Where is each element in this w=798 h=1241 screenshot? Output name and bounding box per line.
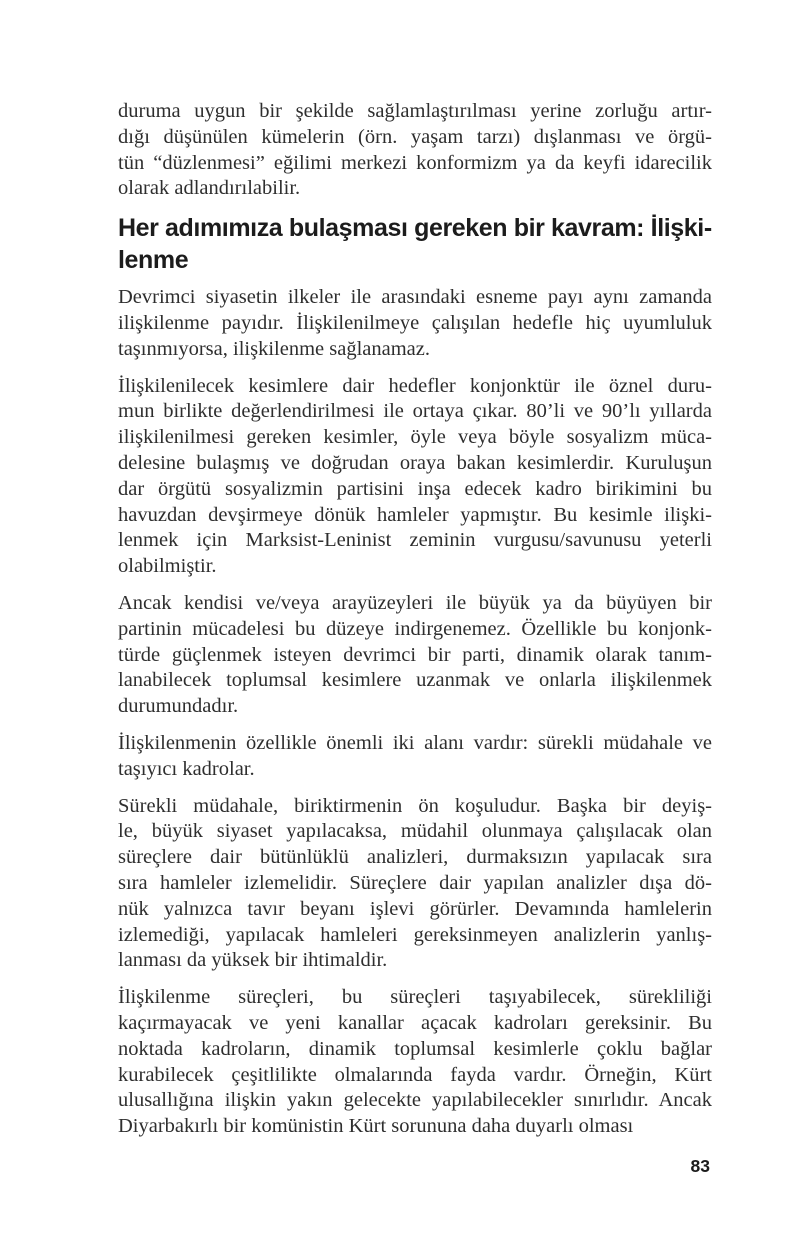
- text-line: le, büyük siyaset yapılacaksa, müdahil olunmaya çalışılacak olan: [118, 820, 712, 843]
- text-line: tün “düzlenmesi” eğilimi merkezi konformizm ya da keyfi idarecilik: [118, 151, 712, 174]
- text-line: izlemediği, yapılacak hamleleri gereksinmeyen analizlerin yanlış-: [118, 923, 712, 946]
- text-line: mun birlikte değerlendirilmesi ile ortaya çıkar. 80’li ve 90’lı yıllarda: [118, 400, 712, 423]
- text-line: lenmek için Marksist-Leninist zeminin vurgusu/savunusu yeterli: [118, 529, 712, 552]
- text-line: kaçırmayacak ve yeni kanallar açacak kadroları gereksinir. Bu: [118, 1011, 712, 1034]
- page-content: [118, 99, 712, 1151]
- text-line: olarak adlandırılabilir.: [118, 177, 301, 200]
- body-paragraph: [118, 591, 712, 720]
- page-number: 83: [690, 1156, 710, 1176]
- text-line: ilişkilenilmesi gereken kesimler, öyle veya böyle sosyalizm müca-: [118, 426, 712, 449]
- text-line: dar örgütü sosyalizmin partisini inşa edecek kadro birikimini bu: [118, 477, 712, 500]
- text-line: Diyarbakırlı bir komünistin Kürt sorununa daha duyarlı olması: [118, 1115, 634, 1138]
- text-line: İlişkilenme süreçleri, bu süreçleri taşıyabilecek, sürekliliği: [118, 986, 712, 1009]
- body-paragraph: [118, 985, 712, 1140]
- text-line: Ancak kendisi ve/veya arayüzeyleri ile büyük ya da büyüyen bir: [118, 591, 712, 614]
- text-line: süreçlere dair bütünlüklü analizleri, durmaksızın yapılacak sıra: [118, 846, 712, 869]
- text-line: taşıyıcı kadrolar.: [118, 757, 255, 780]
- text-line: lanabilecek toplumsal kesimlere uzanmak ve onlarla ilişkilenmek: [118, 669, 712, 692]
- text-line: Sürekli müdahale, biriktirmenin ön koşuludur. Başka bir deyiş-: [118, 794, 712, 817]
- text-line: ulusallığına ilişkin yakın gelecekte yapılabilecekler sınırlıdır. Ancak: [118, 1089, 712, 1112]
- body-paragraph: [118, 731, 712, 783]
- text-line: olabilmiştir.: [118, 555, 217, 578]
- text-line: lanması da yüksek bir ihtimaldir.: [118, 949, 388, 972]
- text-line: dığı düşünülen kümelerin (örn. yaşam tarzı) dışlanması ve örgü-: [118, 125, 712, 148]
- heading-line: lenme: [118, 245, 189, 274]
- text-line: türde güçlenmek isteyen devrimci bir parti, dinamik olarak tanım-: [118, 643, 712, 666]
- text-line: nük yalnızca tavır beyanı işlevi görürler. Devamında hamlelerin: [118, 897, 712, 920]
- section-heading: [118, 213, 712, 276]
- body-paragraph: [118, 794, 712, 975]
- text-line: sıra hamleler izlemelidir. Süreçlere dair yapılan analizler dışa dö-: [118, 871, 712, 894]
- text-line: İlişkilenmenin özellikle önemli iki alanı vardır: sürekli müdahale ve: [118, 731, 712, 754]
- text-line: partinin mücadelesi bu düzeye indirgenemez. Özellikle bu konjonk-: [118, 617, 712, 640]
- text-line: noktada kadroların, dinamik toplumsal kesimlerle çoklu bağlar: [118, 1037, 712, 1060]
- text-line: İlişkilenilecek kesimlere dair hedefler konjonktür ile öznel duru-: [118, 374, 712, 397]
- body-paragraph: [118, 285, 712, 362]
- heading-line: Her adımımıza bulaşması gereken bir kavram: İlişki-: [118, 214, 712, 243]
- text-line: Devrimci siyasetin ilkeler ile arasındaki esneme payı aynı zamanda: [118, 286, 712, 309]
- body-paragraph: [118, 374, 712, 580]
- body-paragraph: [118, 99, 712, 202]
- text-line: delesine bulaşmış ve doğrudan oraya bakan kesimlerdir. Kuruluşun: [118, 451, 712, 474]
- text-line: durumundadır.: [118, 695, 239, 718]
- text-line: taşınmıyorsa, ilişkilenme sağlanamaz.: [118, 337, 430, 360]
- text-line: ilişkilenme payıdır. İlişkilenilmeye çalışılan hedefle hiç uyumluluk: [118, 311, 712, 334]
- text-line: duruma uygun bir şekilde sağlamlaştırılması yerine zorluğu artır-: [118, 100, 712, 122]
- text-line: kurabilecek çeşitlilikte olmalarında fayda vardır. Örneğin, Kürt: [118, 1063, 712, 1086]
- text-line: havuzdan devşirmeye dönük hamleler yapmıştır. Bu kesimle ilişki-: [118, 503, 712, 526]
